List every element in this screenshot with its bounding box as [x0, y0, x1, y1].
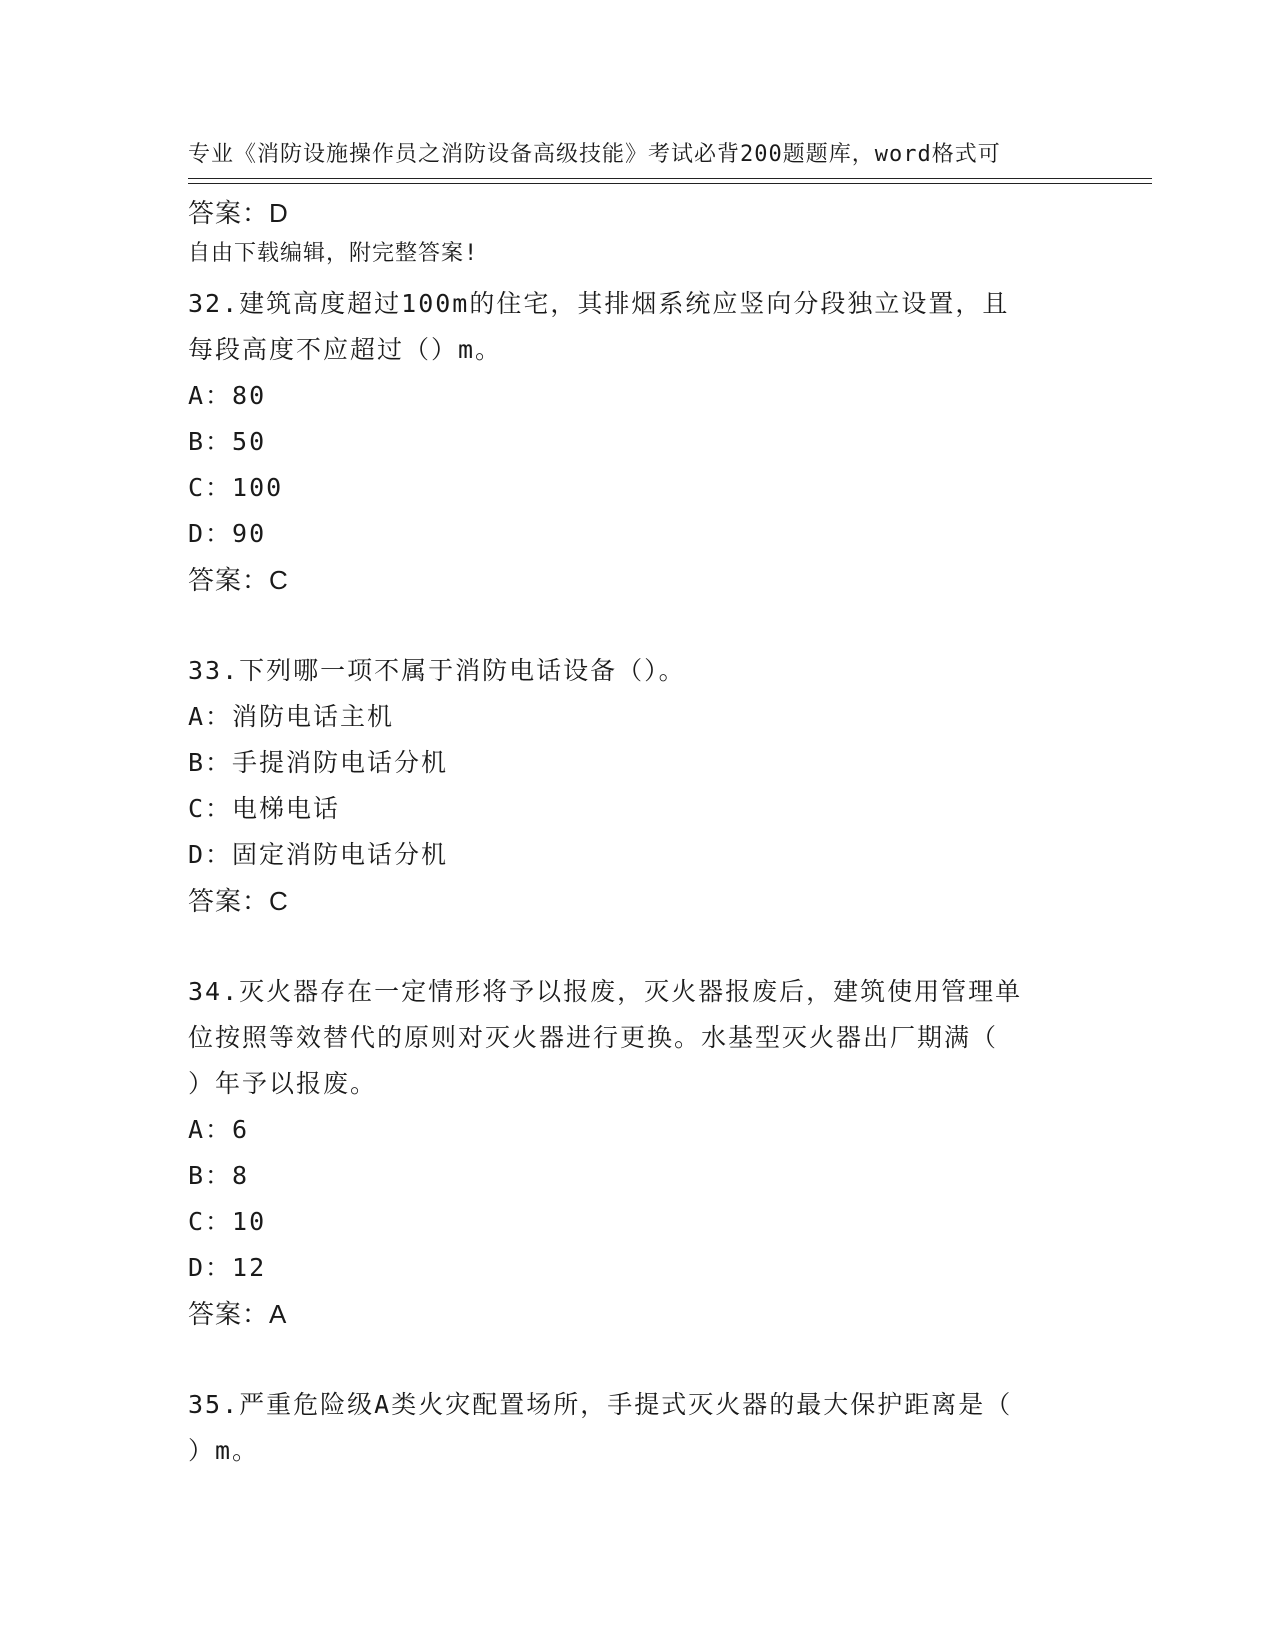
question-stem-line: 32.建筑高度超过100m的住宅，其排烟系统应竖向分段独立设置，且 [188, 289, 1010, 318]
document-body [188, 190, 1088, 1474]
header-line-1: 专业《消防设施操作员之消防设备高级技能》考试必背200题题库，word格式可 [188, 142, 1001, 167]
question-stem-line: 34.灭火器存在一定情形将予以报废，灭火器报废后，建筑使用管理单 [188, 977, 1023, 1006]
question-35 [188, 1382, 1088, 1474]
previous-answer: 答案：D [188, 198, 289, 228]
option-d: D：90 [188, 519, 267, 548]
spacer [188, 603, 1088, 648]
question-answer: 答案：A [188, 1299, 288, 1329]
spacer [188, 1337, 1088, 1382]
option-c: C：10 [188, 1207, 267, 1236]
option-a: A：80 [188, 381, 267, 410]
option-b: B：手提消防电话分机 [188, 748, 449, 777]
question-stem-line: 位按照等效替代的原则对灭火器进行更换。水基型灭火器出厂期满（ [188, 1023, 999, 1052]
question-33 [188, 648, 1088, 924]
question-answer: 答案：C [188, 886, 289, 916]
header-line-2: 自由下载编辑，附完整答案! [188, 241, 479, 266]
option-d: D：12 [188, 1253, 267, 1282]
question-answer: 答案：C [188, 565, 289, 595]
header-rule-bottom [188, 183, 1152, 184]
question-34 [188, 969, 1088, 1337]
option-d: D：固定消防电话分机 [188, 840, 449, 869]
option-a: A：6 [188, 1115, 250, 1144]
option-a: A：消防电话主机 [188, 702, 395, 731]
spacer [188, 924, 1088, 969]
question-stem-line: ）年予以报废。 [188, 1069, 378, 1098]
option-c: C：100 [188, 473, 284, 502]
spacer [188, 236, 1088, 281]
question-stem-line: ）m。 [188, 1436, 260, 1465]
question-stem-line: 35.严重危险级A类火灾配置场所，手提式灭火器的最大保护距离是（ [188, 1390, 1013, 1419]
question-stem-line: 每段高度不应超过（）m。 [188, 335, 503, 364]
option-b: B：50 [188, 427, 267, 456]
question-32 [188, 281, 1088, 603]
question-stem-line: 33.下列哪一项不属于消防电话设备（）。 [188, 656, 686, 685]
header-rule-top [188, 178, 1152, 179]
option-c: C：电梯电话 [188, 794, 341, 823]
option-b: B：8 [188, 1161, 250, 1190]
